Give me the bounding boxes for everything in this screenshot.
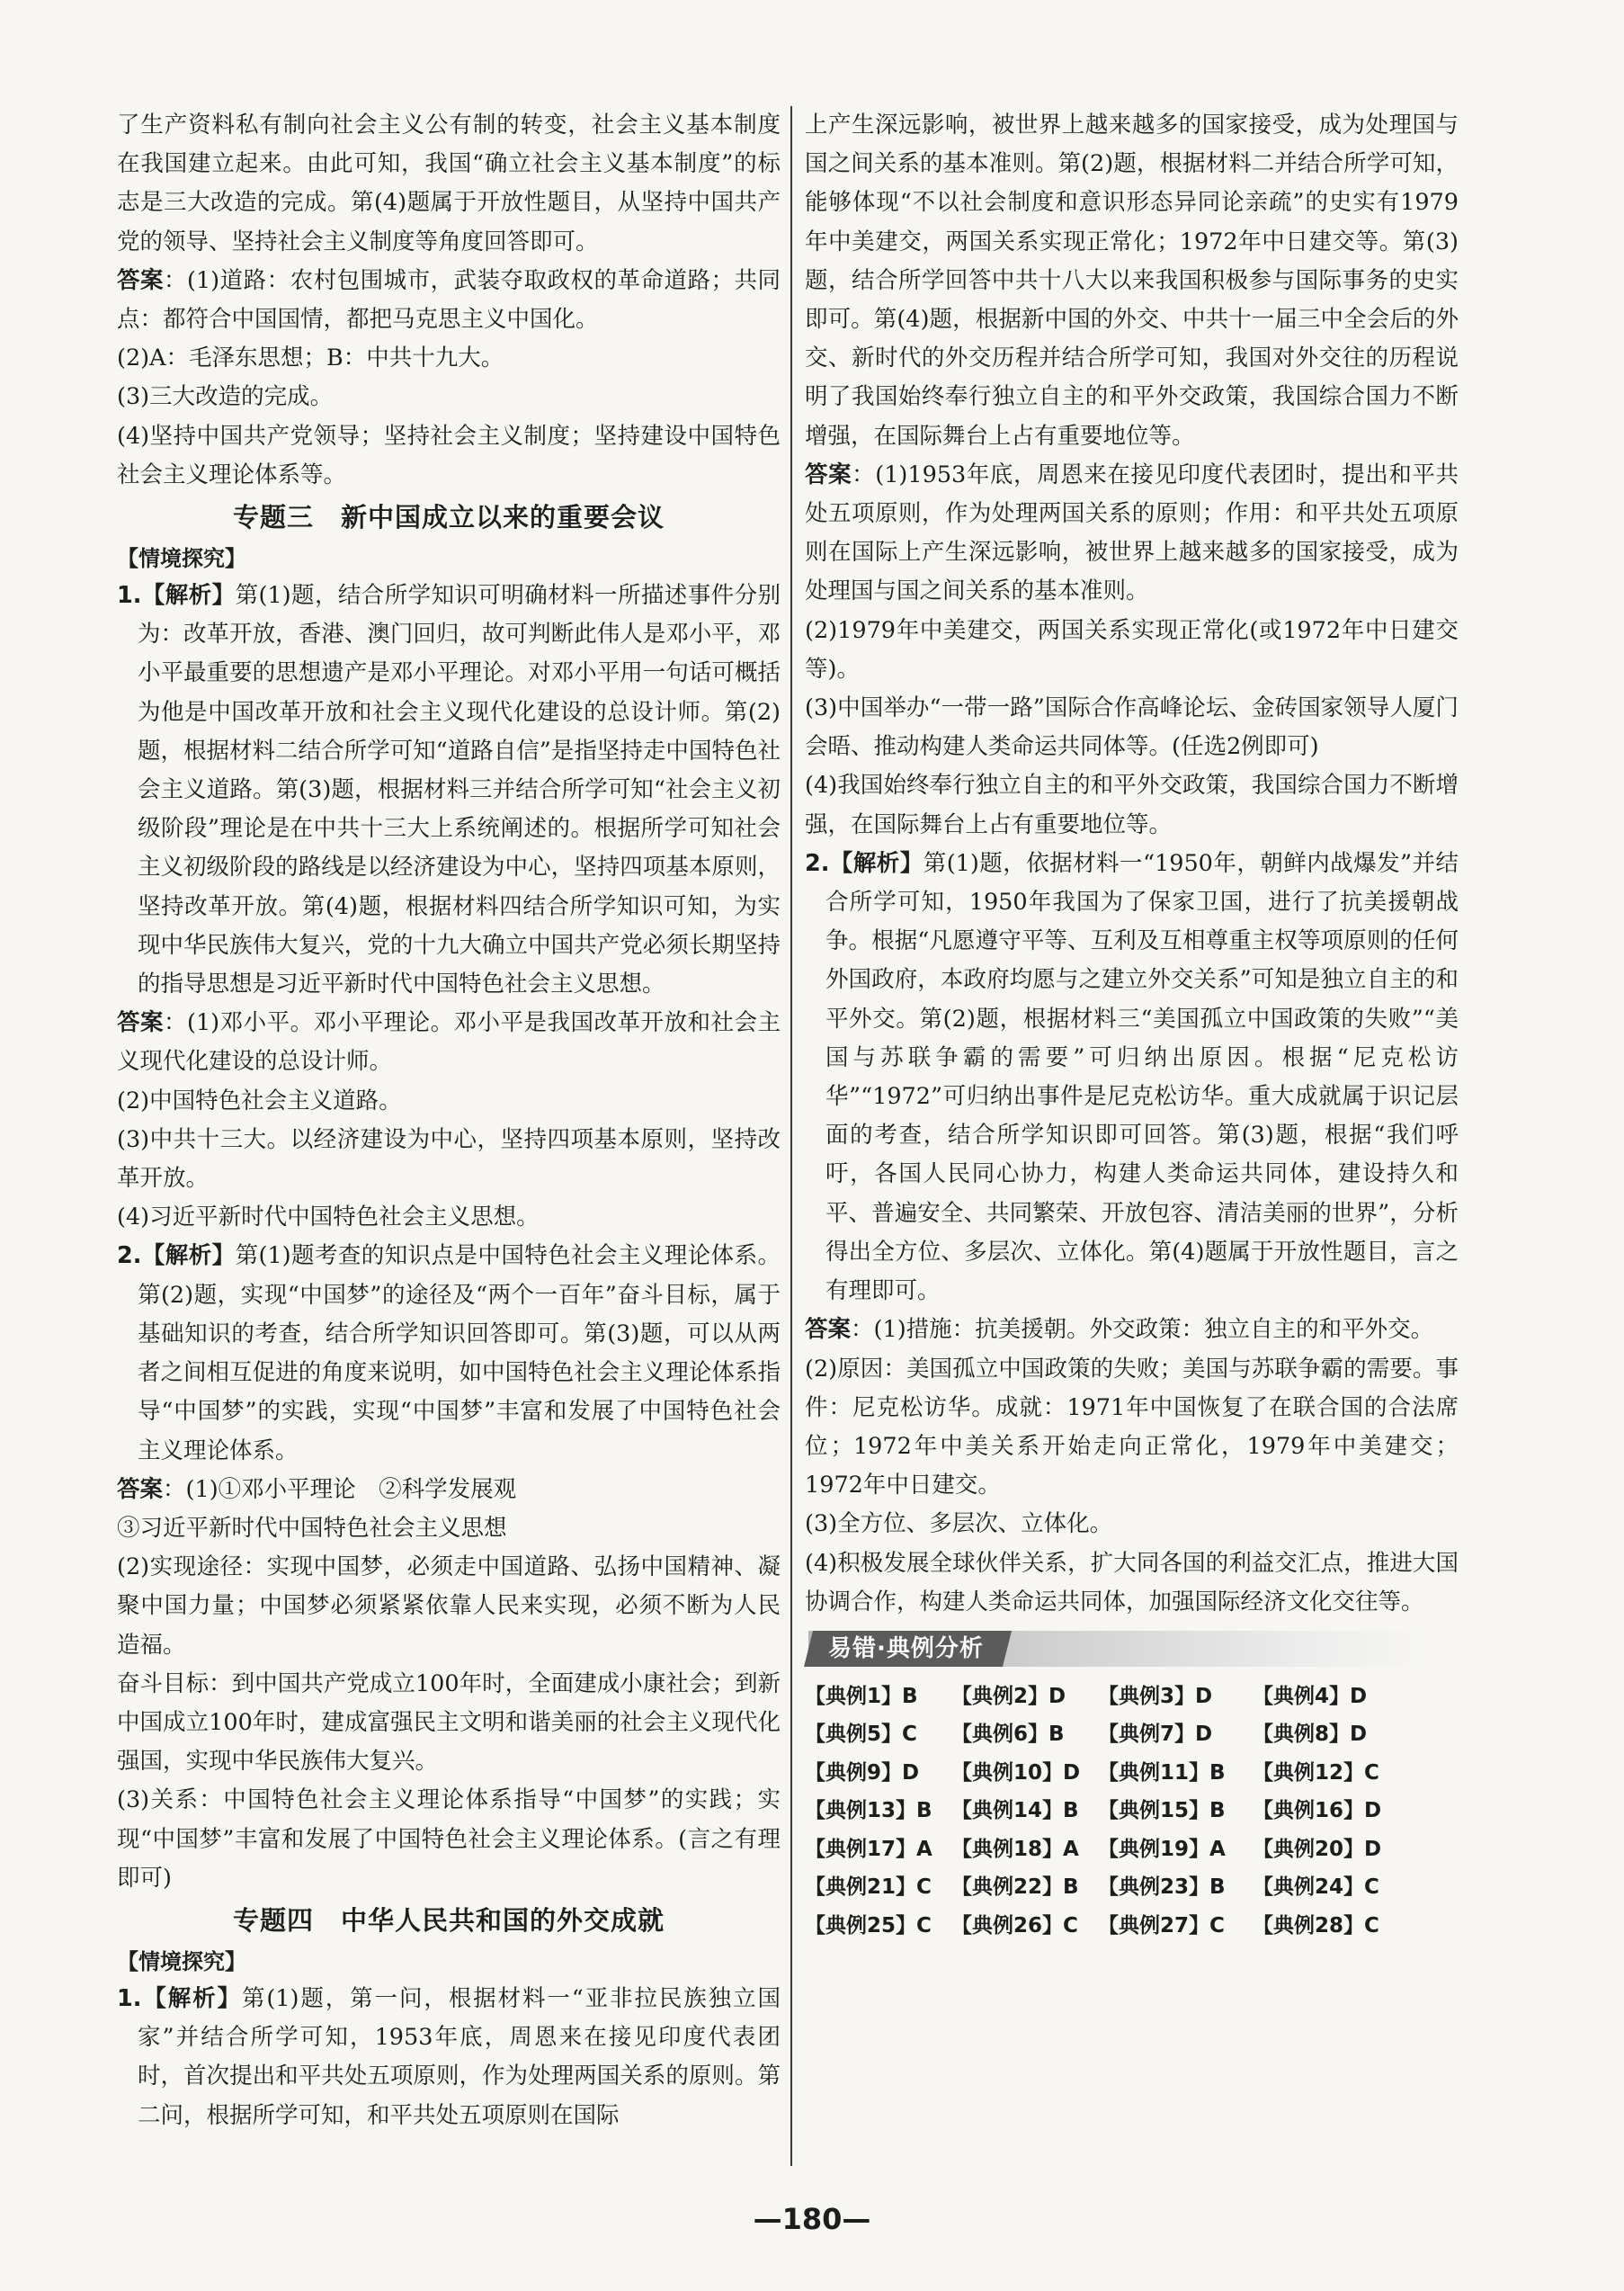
analysis-text: 第(1)题考查的知识点是中国特色社会主义理论体系。第(2)题，实现“中国梦”的途径及“两个一百年”奋斗目标，属于基础知识的考查，结合所学知识回答即可。第(3)题，可以从两者之间相互促进的角度来说明，如中国特色社会主义理论体系指导“中国梦”的实践，实现“中国梦”丰富和发展了中国特色社会主义理论体系。: [137, 1242, 781, 1464]
example-answer: 【典例5】C: [805, 1723, 917, 1747]
example-answer: 【典例6】B: [951, 1723, 1065, 1747]
example-answer: 【典例20】D: [1253, 1837, 1382, 1861]
example-answer: 【典例9】D: [805, 1760, 920, 1785]
answer-line: (3)中共十三大。以经济建设为中心，坚持四项基本原则，坚持改革开放。: [117, 1125, 781, 1193]
example-answer: 【典例14】B: [951, 1799, 1079, 1823]
example-answer: 【典例25】C: [805, 1913, 932, 1938]
answer-line: (2)1979年中美建交，两国关系实现正常化(或1972年中日建交等)。: [805, 616, 1459, 683]
answer-block: [117, 262, 781, 339]
section-banner: [808, 1631, 1420, 1667]
answer-line: (4)习近平新时代中国特色社会主义思想。: [117, 1204, 540, 1231]
answer-line: (2)中国特色社会主义道路。: [117, 1087, 402, 1114]
topic-four-title: 专题四 中华人民共和国的外交成就: [232, 1904, 665, 1936]
question-analysis: [805, 845, 1459, 1311]
example-answers-grid: [805, 1678, 1459, 1946]
answer-line: (4)积极发展全球伙伴关系，扩大同各国的利益交汇点，推进大国协调合作，构建人类命运共同体，加强国际经济文化交往等。: [805, 1549, 1459, 1615]
answer-block: [117, 1471, 781, 1509]
column-divider: [790, 106, 792, 2166]
section-label: 【情境探究】: [117, 1948, 246, 1974]
example-answer: 【典例1】B: [805, 1684, 918, 1708]
topic-three-title: 专题三 新中国成立以来的重要会议: [232, 502, 665, 533]
example-answer: 【典例2】D: [951, 1684, 1066, 1708]
paragraph: 上产生深远影响，被世界上越来越多的国家接受，成为处理国与国之间关系的基本准则。第(2)题，根据材料二并结合所学可知，能够体现“不以社会制度和意识形态异同论亲疏”的史实有1979年中美建交，两国关系实现正常化；1972年中日建交等。第(3)题，结合所学回答中共十八大以来我国积极参与国际事务的史实即可。第(4)题，根据新中国的外交、中共十一届三中全会后的外交、新时代的外交历程并结合所学可知，我国对外交往的历程说明了我国始终奉行独立自主的和平外交政策，我国综合国力不断增强，在国际舞台上占有重要地位等。: [805, 112, 1459, 450]
example-answer: 【典例23】B: [1098, 1875, 1226, 1900]
example-answer: 【典例19】A: [1098, 1837, 1226, 1861]
answer-text: ：(1)道路：农村包围城市，武装夺取政权的革命道路；共同点：都符合中国国情，都把马克思主义中国化。: [117, 266, 781, 334]
example-answer: 【典例11】B: [1098, 1760, 1226, 1785]
answer-block: [805, 456, 1459, 612]
question-number: 2.: [805, 849, 830, 877]
answer-text: ：(1)①邓小平理论 ②科学发展观: [163, 1475, 517, 1503]
question-analysis: [117, 577, 781, 1004]
answer-label: 答案: [117, 1475, 164, 1503]
answer-line: (2)A：毛泽东思想；B：中共十九大。: [117, 345, 504, 372]
analysis-label: 【解析】: [141, 582, 236, 610]
answer-block: [117, 1004, 781, 1081]
left-column: [117, 106, 781, 2135]
answer-line: (2)实现途径：实现中国梦，必须走中国道路、弘扬中国精神、凝聚中国力量；中国梦必须紧紧依靠人民来实现，必须不断为人民造福。: [117, 1553, 781, 1659]
right-column: [805, 106, 1459, 1945]
answer-block: [805, 1311, 1459, 1349]
example-answer: 【典例16】D: [1253, 1799, 1382, 1823]
example-answer: 【典例24】C: [1253, 1875, 1379, 1900]
answer-line: ③习近平新时代中国特色社会主义思想: [117, 1514, 507, 1542]
answer-line: (3)三大改造的完成。: [117, 383, 334, 411]
question-number: 1.: [117, 1984, 142, 2012]
paragraph: 了生产资料私有制向社会主义公有制的转变，社会主义基本制度在我国建立起来。由此可知，我国“确立社会主义基本制度”的标志是三大改造的完成。第(4)题属于开放性题目，从坚持中国共产党的领导、坚持社会主义制度等角度回答即可。: [117, 112, 781, 255]
answer-line: (3)关系：中国特色社会主义理论体系指导“中国梦”的实践；实现“中国梦”丰富和发展了中国特色社会主义理论体系。(言之有理即可): [117, 1786, 781, 1892]
question-analysis: [117, 1237, 781, 1470]
answer-text: ：(1)措施：抗美援朝。外交政策：独立自主的和平外交。: [851, 1316, 1434, 1344]
answer-text: ：(1)邓小平。邓小平理论。邓小平是我国改革开放和社会主义现代化建设的总设计师。: [117, 1009, 781, 1076]
analysis-label: 【解析】: [141, 1984, 242, 2012]
answer-text: ：(1)1953年底，周恩来在接见印度代表团时，提出和平共处五项原则，作为处理两国关系的原则；作用：和平共处五项原则在国际上产生深远影响，被世界上越来越多的国家接受，成为处理国与国之间关系的基本准则。: [805, 461, 1459, 605]
answer-label: 答案: [805, 461, 852, 488]
question-number: 2.: [117, 1242, 142, 1270]
analysis-label: 【解析】: [829, 849, 924, 877]
example-answer: 【典例8】D: [1253, 1723, 1368, 1747]
question-number: 1.: [117, 582, 142, 610]
example-answer: 【典例27】C: [1098, 1913, 1225, 1938]
answer-line: 奋斗目标：到中国共产党成立100年时，全面建成小康社会；到新中国成立100年时，建成富强民主文明和谐美丽的社会主义现代化强国，实现中华民族伟大复兴。: [117, 1669, 781, 1776]
analysis-text: 第(1)题，依据材料一“1950年，朝鲜内战爆发”并结合所学可知，1950年我国为了保家卫国，进行了抗美援朝战争。根据“凡愿遵守平等、互利及互相尊重主权等项原则的任何外国政府，本政府均愿与之建立外交关系”可知是独立自主的和平外交。第(2)题，根据材料三“美国孤立中国政策的失败”“美国与苏联争霸的需要”可归纳出原因。根据“尼克松访华”“1972”可归纳出事件是尼克松访华。重大成就属于识记层面的考查，结合所学知识即可回答。第(3)题，根据“我们呼吁，各国人民同心协力，构建人类命运共同体，建设持久和平、普遍安全、共同繁荣、开放包容、清洁美丽的世界”，分析得出全方位、多层次、立体化。第(4)题属于开放性题目，言之有理即可。: [825, 849, 1459, 1305]
banner-text: 易错·典例分析: [828, 1634, 984, 1662]
example-answer: 【典例26】C: [951, 1913, 1078, 1938]
example-answer: 【典例12】C: [1253, 1760, 1379, 1785]
example-answer: 【典例3】D: [1098, 1684, 1213, 1708]
analysis-label: 【解析】: [141, 1242, 236, 1270]
analysis-text: 第(1)题，第一问，根据材料一“亚非拉民族独立国家”并结合所学可知，1953年底，周恩来在接见印度代表团时，首次提出和平共处五项原则，作为处理两国关系的原则。第二问，根据所学可知，和平共处五项原则在国际: [137, 1984, 781, 2129]
example-answer: 【典例18】A: [951, 1837, 1079, 1861]
section-label: 【情境探究】: [117, 546, 246, 572]
question-analysis: [117, 1980, 781, 2135]
answer-label: 答案: [117, 1009, 164, 1037]
example-answer: 【典例15】B: [1098, 1799, 1226, 1823]
example-answer: 【典例13】B: [805, 1799, 932, 1823]
answer-label: 答案: [117, 266, 164, 294]
example-answer: 【典例22】B: [951, 1875, 1079, 1900]
answer-line: (3)全方位、多层次、立体化。: [805, 1510, 1113, 1538]
page-number: —180—: [753, 2202, 871, 2236]
example-answer: 【典例7】D: [1098, 1723, 1213, 1747]
answer-line: (2)原因：美国孤立中国政策的失败；美国与苏联争霸的需要。事件：尼克松访华。成就：1971年中国恢复了在联合国的合法席位；1972年中美关系开始走向正常化，1979年中美建交；1972年中日建交。: [805, 1355, 1459, 1499]
answer-line: (4)我国始终奉行独立自主的和平外交政策，我国综合国力不断增强，在国际舞台上占有重要地位等。: [805, 772, 1459, 838]
answer-line: (3)中国举办“一带一路”国际合作高峰论坛、金砖国家领导人厦门会晤、推动构建人类命运共同体等。(任选2例即可): [805, 694, 1459, 761]
example-answer: 【典例17】A: [805, 1837, 932, 1861]
analysis-text: 第(1)题，结合所学知识可明确材料一所描述事件分别为：改革开放，香港、澳门回归，故可判断此伟人是邓小平，邓小平最重要的思想遗产是邓小平理论。对邓小平用一句话可概括为他是中国改革开放和社会主义现代化建设的总设计师。第(2)题，根据材料二结合所学可知“道路自信”是指坚持走中国特色社会主义道路。第(3)题，根据材料三并结合所学可知“社会主义初级阶段”理论是在中共十三大上系统阐述的。根据所学可知社会主义初级阶段的路线是以经济建设为中心，坚持四项基本原则，坚持改革开放。第(4)题，根据材料四结合所学知识可知，为实现中华民族伟大复兴，党的十九大确立中国共产党必须长期坚持的指导思想是习近平新时代中国特色社会主义思想。: [137, 582, 781, 998]
answer-line: (4)坚持中国共产党领导；坚持社会主义制度；坚持建设中国特色社会主义理论体系等。: [117, 422, 781, 488]
example-answer: 【典例28】C: [1253, 1913, 1379, 1938]
example-answer: 【典例21】C: [805, 1875, 932, 1900]
banner-label: [804, 1631, 1012, 1667]
answer-label: 答案: [805, 1316, 852, 1344]
example-answer: 【典例4】D: [1253, 1684, 1368, 1708]
example-answer: 【典例10】D: [951, 1760, 1081, 1785]
